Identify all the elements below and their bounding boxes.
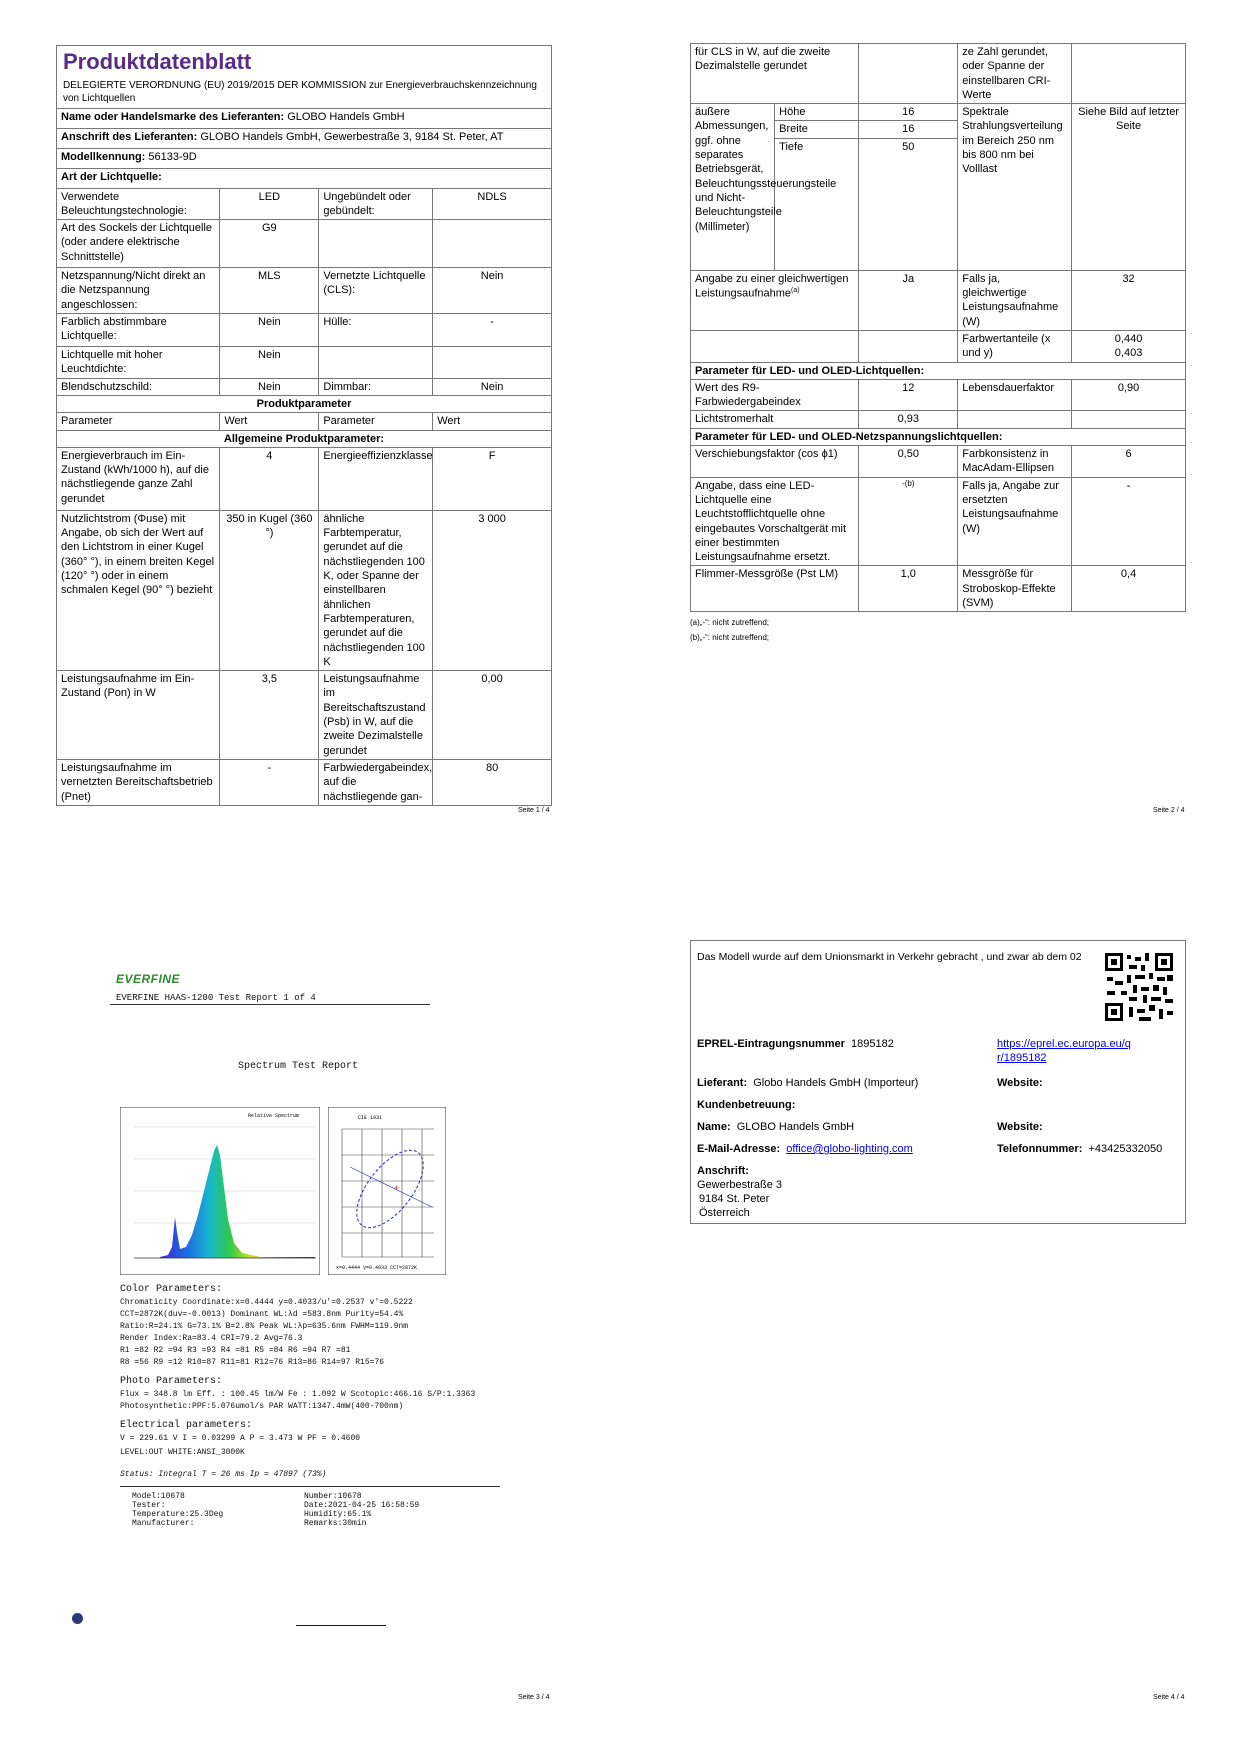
- table-row: [691, 446, 1186, 478]
- photo-line: Photosynthetic:PPF:5.076umol/s PAR WATT:1347.4mW(400-700nm): [120, 1402, 404, 1411]
- table-row: [691, 270, 1186, 330]
- model-label: Modellkennung:: [61, 150, 146, 163]
- regulation-text: DELEGIERTE VERORDNUNG (EU) 2019/2015 DER KOMMISSION zur Energieverbrauchskennzeichnung von Lichtquellen: [63, 79, 537, 104]
- page-number-4: Seite 4 / 4: [1153, 1694, 1185, 1701]
- table-cell: Farbwertanteile (x und y): [958, 330, 1072, 362]
- status-rule: [120, 1486, 500, 1487]
- footnote-b: (b)„-“: nicht zutreffend;: [690, 632, 769, 642]
- footer-left: Temperature:25.3Deg: [132, 1510, 224, 1519]
- general-header: Allgemeine Produktparameter:: [57, 430, 552, 447]
- table-row: [691, 566, 1186, 612]
- table-cell: Leistungsaufnahme im Bereitschaftszustand (Psb) in W, auf die zweite Dezimalstelle gerundet: [319, 671, 433, 760]
- color-params-title: Color Parameters:: [120, 1284, 223, 1295]
- customer-service-label: Kundenbetreuung:: [697, 1099, 796, 1111]
- table-cell: 16: [859, 121, 958, 138]
- page2-table: [690, 43, 1186, 612]
- page-title: Produktdatenblatt: [63, 49, 252, 74]
- page-2: [690, 43, 1186, 643]
- mains-header: Parameter für LED- und OLED-Netzspannungslichtquellen:: [691, 428, 1186, 445]
- table-cell: 350 in Kugel (360 °): [220, 510, 319, 670]
- photo-line: Flux = 348.8 lm Eff. : 100.45 lm/W Fe : 1.092 W Scotopic:466.16 S/P:1.3363: [120, 1390, 476, 1399]
- footer-left: Model:10678: [132, 1492, 185, 1501]
- table-cell: Dimmbar:: [319, 378, 433, 395]
- report-header-line: EVERFINE HAAS-1200 Test Report 1 of 4: [116, 993, 316, 1003]
- table-row: [691, 104, 1186, 121]
- table-cell: Lebensdauerfaktor: [958, 379, 1072, 411]
- table-cell: für CLS in W, auf die zweite Dezimalstelle gerundet: [691, 44, 859, 104]
- table-cell: [859, 44, 958, 104]
- table-cell: Wert des R9-Farbwiedergabeindex: [691, 379, 859, 411]
- table-cell: [1072, 411, 1186, 428]
- table-cell: Farbwiedergabeindex, auf die nächstliegende gan-: [319, 759, 433, 805]
- color-line: Chromaticity Coordinate:x=0.4444 y=0.4033/u'=0.2537 v'=0.5222: [120, 1298, 413, 1307]
- color-line: Ratio:R=24.1% G=73.1% B=2.8% Peak WL:λp=635.6nm FWHM=119.9nm: [120, 1322, 409, 1331]
- color-line: Render Index:Ra=83.4 CRI=79.2 Avg=76.3: [120, 1334, 303, 1343]
- supplier-value: Globo Handels GmbH (Importeur): [753, 1077, 919, 1089]
- table-row: [691, 330, 1186, 362]
- email-link[interactable]: office@globo-lighting.com: [786, 1143, 913, 1155]
- table-cell: 3 000: [433, 510, 552, 670]
- address-line: Österreich: [699, 1207, 750, 1219]
- table-cell: [1072, 44, 1186, 104]
- table-row: [57, 220, 552, 268]
- table-cell: Breite: [775, 121, 859, 138]
- table-cell: Nein: [433, 378, 552, 395]
- table-cell: 0,4: [1072, 566, 1186, 612]
- table-cell: G9: [220, 220, 319, 268]
- product-params-header: Produktparameter: [57, 395, 552, 412]
- table-cell: Farbkonsistenz in MacAdam-Ellipsen: [958, 446, 1072, 478]
- table-row: [691, 44, 1186, 104]
- table-cell: [57, 148, 552, 168]
- table-cell: -: [1072, 477, 1186, 566]
- table-row: [57, 759, 552, 805]
- table-row: [57, 510, 552, 670]
- eprel-label: EPREL-Eintragungsnummer: [697, 1038, 845, 1050]
- table-cell: [57, 108, 552, 128]
- page-number-1: Seite 1 / 4: [518, 807, 550, 814]
- table-cell: Hülle:: [319, 314, 433, 347]
- col-param: Parameter: [57, 413, 220, 430]
- page-number-2: Seite 2 / 4: [1153, 807, 1185, 814]
- cie-chart: [328, 1107, 446, 1275]
- email-row: [697, 1142, 913, 1156]
- color-line: R1 =82 R2 =94 R3 =93 R4 =81 R5 =84 R6 =94 R7 =81: [120, 1346, 351, 1355]
- table-cell: [319, 347, 433, 379]
- page-1: [56, 45, 552, 806]
- table-cell: Leistungsaufnahme im Ein-Zustand (Pon) in W: [57, 671, 220, 760]
- table-cell: Tiefe: [775, 138, 859, 270]
- table-cell: 80: [433, 759, 552, 805]
- supplier-label: Lieferant:: [697, 1077, 748, 1089]
- address-label: Anschrift:: [697, 1165, 749, 1177]
- email-label: E-Mail-Adresse:: [697, 1143, 781, 1155]
- table-cell: Energieverbrauch im Ein-Zustand (kWh/1000 h), auf die nächstliegende ganze Zahl gerundet: [57, 447, 220, 510]
- table-cell: Nein: [220, 347, 319, 379]
- cie-frame: [328, 1107, 446, 1275]
- table-cell: 0,90: [1072, 379, 1186, 411]
- table-cell: Nein: [220, 314, 319, 347]
- cie-caption: x=0.4444 y=0.4033 CCT=2872K: [336, 1265, 418, 1271]
- photo-params-title: Photo Parameters:: [120, 1376, 223, 1387]
- color-line: CCT=2872K(duv=-0.0013) Dominant WL:λd =583.8nm Purity=54.4%: [120, 1310, 404, 1319]
- spectral-label: Spektrale Strahlungsverteilung im Bereich 250 nm bis 800 nm bei Volllast: [958, 104, 1072, 271]
- status-line: Status: Integral T = 26 ms Ip = 47897 (73%): [120, 1470, 327, 1479]
- table-row: [57, 447, 552, 510]
- table-cell: Art des Sockels der Lichtquelle (oder andere elektrische Schnittstelle): [57, 220, 220, 268]
- phone-value: +43425332050: [1088, 1143, 1163, 1155]
- table-row: [57, 347, 552, 379]
- table-cell: 6: [1072, 446, 1186, 478]
- supplier-name: GLOBO Handels GmbH: [287, 110, 405, 123]
- table-cell: Nein: [220, 378, 319, 395]
- footer-left: Manufacturer:: [132, 1519, 195, 1528]
- footer-right: Humidity:65.1%: [304, 1510, 372, 1519]
- table-cell: Blendschutzschild:: [57, 378, 220, 395]
- header-rule: [110, 1004, 430, 1005]
- table-cell: 4: [220, 447, 319, 510]
- report-title: Spectrum Test Report: [238, 1061, 359, 1072]
- dims-label: äußere Abmessungen, ggf. ohne separates Betriebsgerät, Beleuchtungssteuerungsteile und Nicht-Beleuchtungsteile (Millimeter): [691, 104, 775, 271]
- spectrum-chart: [120, 1107, 320, 1275]
- table-cell: Farblich abstimmbare Lichtquelle:: [57, 314, 220, 347]
- table-cell: Nein: [433, 268, 552, 314]
- color-line: R8 =56 R9 =12 R10=87 R11=81 R12=76 R13=86 R14=97 R15=76: [120, 1358, 385, 1367]
- supplier-address: GLOBO Handels GmbH, Gewerbestraße 3, 9184 St. Peter, AT: [200, 130, 504, 143]
- table-row: [57, 268, 552, 314]
- footnote-a: (a)„-“: nicht zutreffend;: [690, 618, 769, 628]
- table-cell: 12: [859, 379, 958, 411]
- table-cell: 16: [859, 104, 958, 121]
- table-cell: ähnliche Farbtemperatur, gerundet auf die nächstliegenden 100 K, oder Spanne der einstellbaren ähnlichen Farbtemperaturen, gerundet auf die nächstliegenden 100 K: [319, 510, 433, 670]
- name-value: GLOBO Handels GmbH: [736, 1121, 855, 1133]
- col-value: Wert: [220, 413, 319, 430]
- eprel-value: 1895182: [851, 1038, 894, 1050]
- table-cell: 0,93: [859, 411, 958, 428]
- page-number-3: Seite 3 / 4: [518, 1694, 550, 1701]
- elec-params-title: Electrical parameters:: [120, 1420, 253, 1431]
- col-param: Parameter: [319, 413, 433, 430]
- qr-code-icon: [1103, 951, 1175, 1023]
- table-cell: Energieeffizienzklasse: [319, 447, 433, 510]
- table-cell: -: [220, 759, 319, 805]
- elec-line: V = 229.61 V I = 0.03299 A P = 3.473 W PF = 0.4600: [120, 1434, 361, 1443]
- table-cell: Höhe: [775, 104, 859, 121]
- measurement-point: +: [394, 1183, 400, 1193]
- name-row: [697, 1120, 854, 1134]
- table-cell: [859, 330, 958, 362]
- table-cell: MLS: [220, 268, 319, 314]
- table-cell: Lichtquelle mit hoher Leuchtdichte:: [57, 347, 220, 379]
- table-cell: Angabe, dass eine LED-Lichtquelle eine Leuchtstofflichtquelle ohne eingebautes Vorschaltgerät mit einer bestimmten Leistungsaufnahme ersetzt.: [691, 477, 859, 566]
- table-cell: Nutzlichtstrom (Φuse) mit Angabe, ob sich der Wert auf den Lichtstrom in einer Kugel (360° °), in einem breiten Kegel (120° °) oder in einem schmalen Kegel (90° °) bezieht: [57, 510, 220, 670]
- table-cell: Verwendete Beleuchtungstechnologie:: [57, 188, 220, 220]
- table-cell: -: [433, 314, 552, 347]
- eprel-link[interactable]: https://eprel.ec.europa.eu/qr/1895182: [997, 1038, 1131, 1065]
- table-row: [691, 411, 1186, 428]
- table-cell: Flimmer-Messgröße (Pst LM): [691, 566, 859, 612]
- table-cell: Vernetzte Lichtquelle (CLS):: [319, 268, 433, 314]
- page-4: [690, 940, 1186, 1224]
- address-line: 9184 St. Peter: [699, 1193, 770, 1205]
- table-cell: 50: [859, 138, 958, 270]
- table-cell: [691, 330, 859, 362]
- table-cell: Falls ja, gleichwertige Leistungsaufnahme (W): [958, 270, 1072, 330]
- table-row: [57, 188, 552, 220]
- footer-right: Date:2021-04-25 16:58:59: [304, 1501, 420, 1510]
- bottom-logo-icon: [72, 1613, 83, 1624]
- table-cell: NDLS: [433, 188, 552, 220]
- table-cell: Angabe zu einer gleichwertigen Leistungsaufnahme$^{(a)}$: [691, 270, 859, 330]
- website2-label: Website:: [997, 1121, 1043, 1133]
- table-cell: LED: [220, 188, 319, 220]
- cie-label: CIE 1931: [358, 1115, 383, 1121]
- table-row: [691, 379, 1186, 411]
- table-cell: 0,50: [859, 446, 958, 478]
- supplier-name-label: Name oder Handelsmarke des Lieferanten:: [61, 110, 285, 123]
- table-cell: Falls ja, Angabe zur ersetzten Leistungsaufnahme (W): [958, 477, 1072, 566]
- table-cell: 1,0: [859, 566, 958, 612]
- eprel-row: [697, 1037, 894, 1051]
- table-cell: Messgröße für Stroboskop-Effekte (SVM): [958, 566, 1072, 612]
- footer-right: Remarks:30min: [304, 1519, 367, 1528]
- spectral-value: Siehe Bild auf letzter Seite: [1072, 104, 1186, 271]
- address-line: Gewerbestraße 3: [697, 1179, 782, 1191]
- table-row: [57, 671, 552, 760]
- model-id: 56133-9D: [148, 150, 197, 163]
- table-cell: Lichtstromerhalt: [691, 411, 859, 428]
- table-cell: Leistungsaufnahme im vernetzten Bereitschaftsbetrieb (Pnet): [57, 759, 220, 805]
- table-cell: Ungebündelt oder gebündelt:: [319, 188, 433, 220]
- elec-line: LEVEL:OUT WHITE:ANSI_3000K: [120, 1448, 245, 1457]
- table-cell: 3,5: [220, 671, 319, 760]
- table-cell: Netzspannung/Nicht direkt an die Netzspannung angeschlossen:: [57, 268, 220, 314]
- supplier-address-label: Anschrift des Lieferanten:: [61, 130, 198, 143]
- table-cell: [433, 347, 552, 379]
- table-cell: [57, 46, 552, 109]
- website-label: Website:: [997, 1077, 1043, 1089]
- led-header: Parameter für LED- und OLED-Lichtquellen:: [691, 362, 1186, 379]
- table-cell: 0,440 0,403: [1072, 330, 1186, 362]
- table-cell: Verschiebungsfaktor (cos ϕ1): [691, 446, 859, 478]
- spectrum-label: Relative Spectrum: [248, 1113, 300, 1119]
- phone-row: [997, 1142, 1162, 1156]
- table-cell: 0,00: [433, 671, 552, 760]
- name-label: Name:: [697, 1121, 731, 1133]
- market-text: Das Modell wurde auf dem Unionsmarkt in Verkehr gebracht , und zwar ab dem 02: [697, 951, 1082, 963]
- table-cell: -(b): [859, 477, 958, 566]
- table-cell: Ja: [859, 270, 958, 330]
- phone-label: Telefonnummer:: [997, 1143, 1083, 1155]
- bottom-link-line[interactable]: [296, 1625, 386, 1626]
- page-3: [100, 960, 540, 1528]
- type-header: Art der Lichtquelle:: [57, 168, 552, 188]
- table-cell: [433, 220, 552, 268]
- col-value: Wert: [433, 413, 552, 430]
- table-row: [57, 314, 552, 347]
- footer-left: Tester:: [132, 1501, 166, 1510]
- everfine-logo: EVERFINE: [116, 972, 181, 986]
- table-cell: F: [433, 447, 552, 510]
- table-cell: [319, 220, 433, 268]
- table-row: [691, 477, 1186, 566]
- table-cell: [958, 411, 1072, 428]
- page1-table: [56, 45, 552, 806]
- supplier-row: [697, 1076, 918, 1090]
- table-cell: 32: [1072, 270, 1186, 330]
- table-cell: ze Zahl gerundet, oder Spanne der einstellbaren CRI-Werte: [958, 44, 1072, 104]
- table-cell: [57, 128, 552, 148]
- table-row: [57, 378, 552, 395]
- footer-right: Number:10678: [304, 1492, 362, 1501]
